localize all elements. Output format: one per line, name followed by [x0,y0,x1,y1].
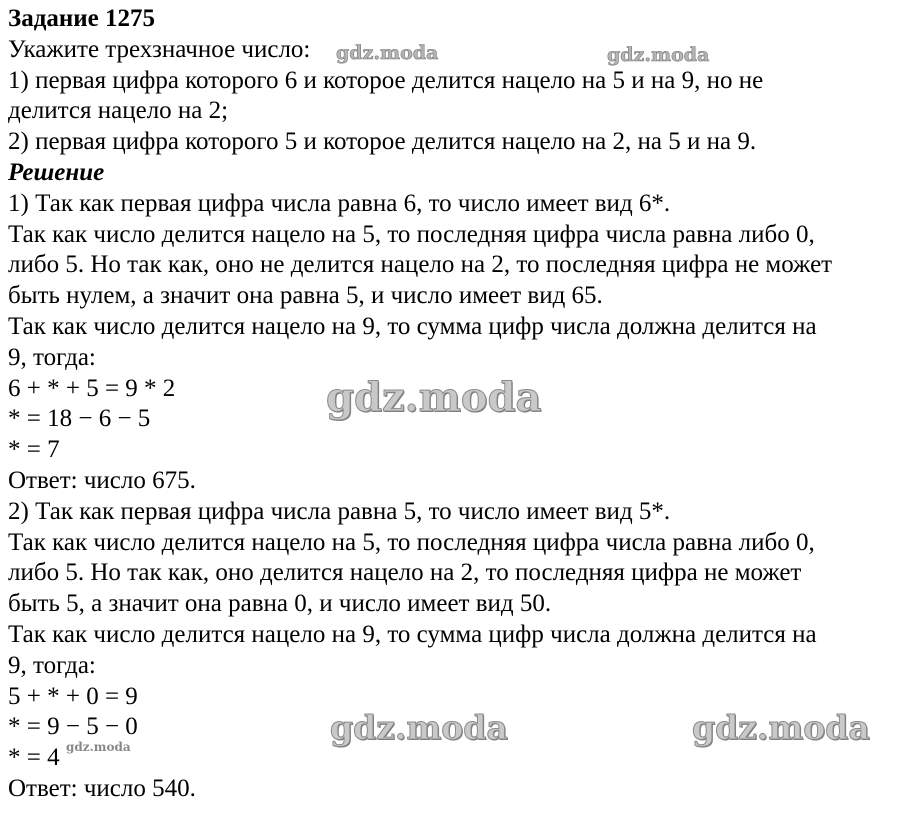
watermark: gdz.moda [330,708,508,747]
solution-line: 9, тогда: [8,343,96,371]
solution-line: 9, тогда: [8,651,96,679]
watermark: gdz.moda [326,374,542,421]
watermark: gdz.moda [336,42,439,64]
solution-line: быть 5, а значит она равна 0, и число имеет вид 50. [8,590,552,618]
watermark: gdz.moda [692,708,870,747]
task-intro: Укажите трехзначное число: [8,35,311,63]
task-title: Задание 1275 [8,5,155,32]
solution-line: быть нулем, а значит она равна 5, и число имеет вид 65. [8,282,603,310]
equation-line: 5 + * + 0 = 9 [8,682,138,710]
answer-1: Ответ: число 675. [8,466,196,494]
solution-line: либо 5. Но так как, оно делится нацело на 2, то последняя цифра не может [8,559,802,587]
equation-line: * = 9 − 5 − 0 [8,713,138,741]
task-condition-1-cont: делится нацело на 2; [8,97,229,125]
solution-line: Так как число делится нацело на 5, то последняя цифра числа равна либо 0, [8,528,815,556]
watermark: gdz.moda [607,44,710,66]
equation-line: 6 + * + 5 = 9 * 2 [8,374,176,402]
task-condition-2: 2) первая цифра которого 5 и которое делится нацело на 2, на 5 и на 9. [8,128,757,156]
solution-line: Так как число делится нацело на 9, то сумма цифр числа должна делится на [8,620,817,648]
solution-line: Так как число делится нацело на 9, то сумма цифр числа должна делится на [8,312,817,340]
solution-line: либо 5. Но так как, оно не делится нацело на 2, то последняя цифра не может [8,251,833,279]
answer-2: Ответ: число 540. [8,774,196,802]
equation-line: * = 18 − 6 − 5 [8,405,151,433]
solution-line: 2) Так как первая цифра числа равна 5, то число имеет вид 5*. [8,497,671,525]
solution-heading: Решение [8,158,105,186]
task-condition-1: 1) первая цифра которого 6 и которое делится нацело на 5 и на 9, но не [8,66,764,94]
solution-line: 1) Так как первая цифра числа равна 6, то число имеет вид 6*. [8,189,671,217]
watermark: gdz.moda [66,740,131,754]
equation-line: * = 7 [8,436,60,464]
equation-line: * = 4 [8,744,60,772]
solution-line: Так как число делится нацело на 5, то последняя цифра числа равна либо 0, [8,220,815,248]
